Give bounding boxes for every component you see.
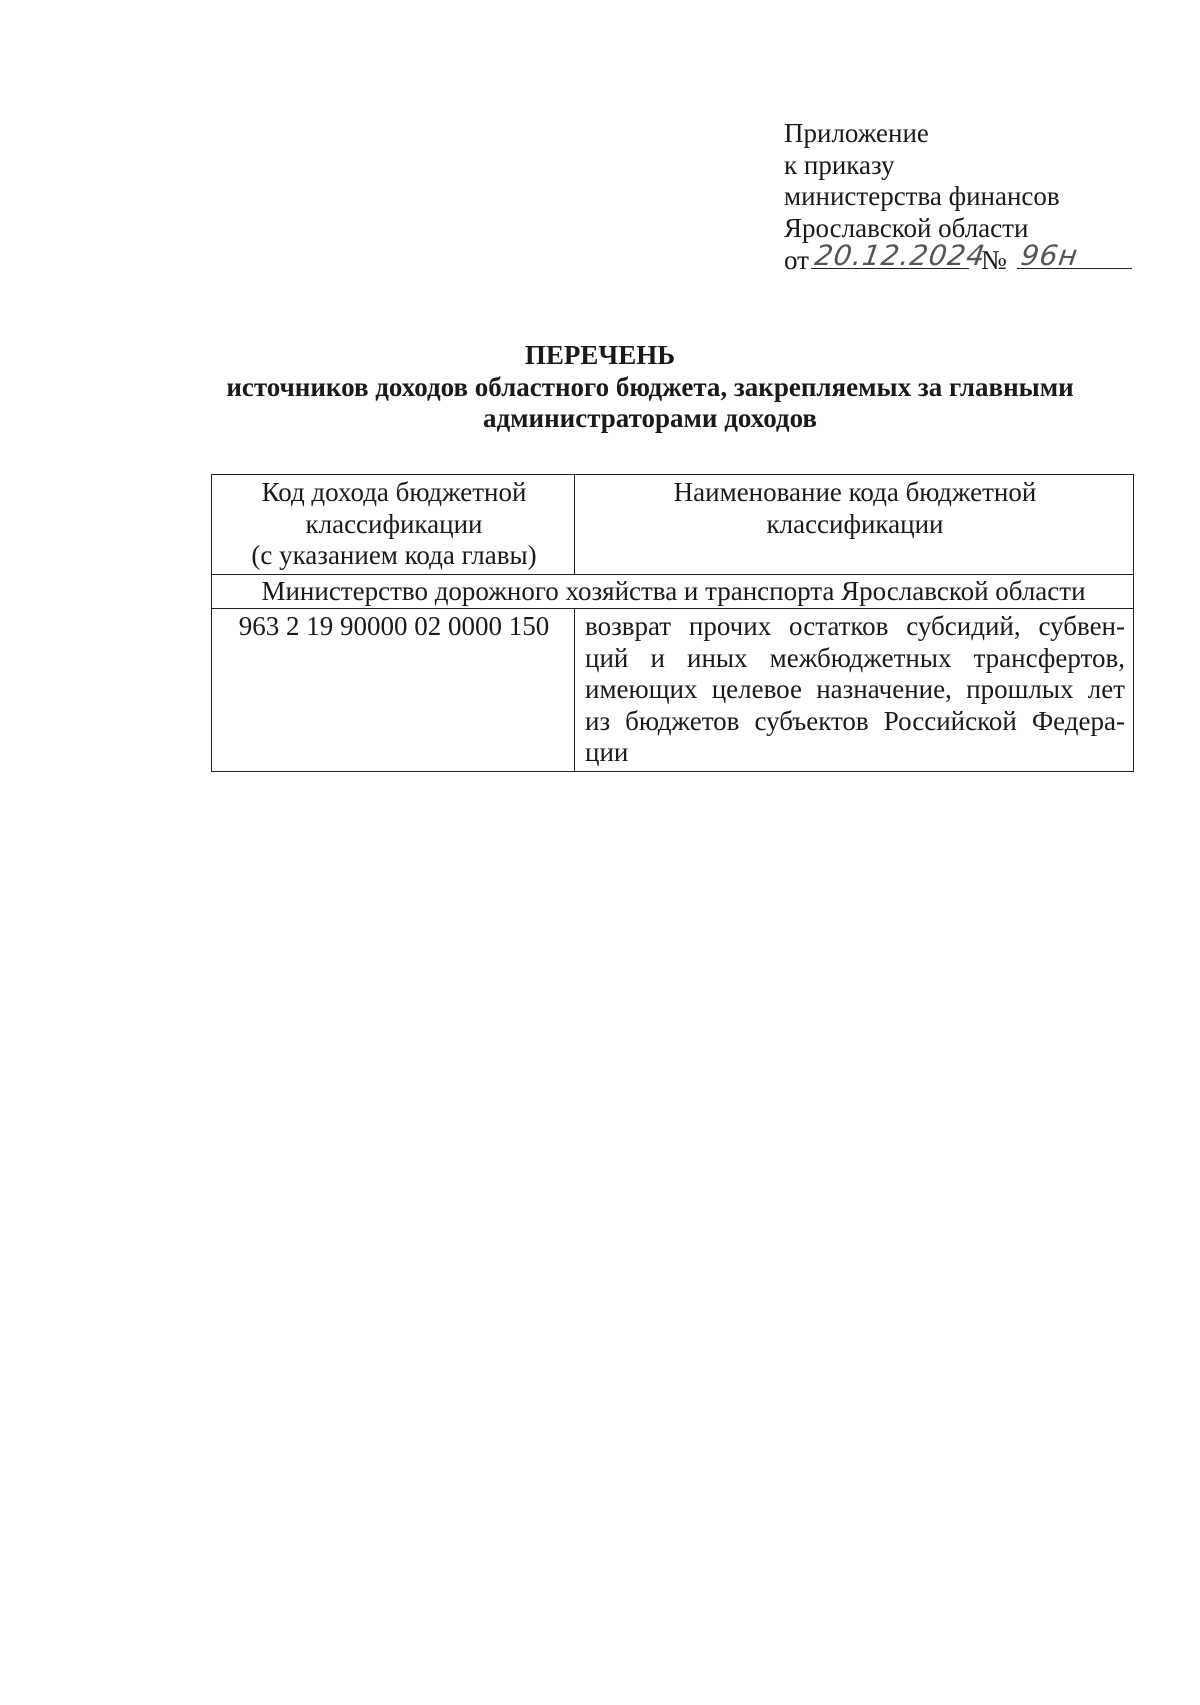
document-title bbox=[0, 340, 1200, 435]
date-prefix: от bbox=[784, 245, 809, 275]
appendix-line: Приложение bbox=[784, 118, 929, 148]
header-name-line: классификации bbox=[766, 508, 944, 539]
appendix-line: к приказу bbox=[784, 149, 895, 180]
appendix-block bbox=[784, 118, 1132, 277]
header-code-line: Код дохода бюджетной bbox=[261, 477, 527, 507]
table-header-row bbox=[212, 475, 1134, 575]
date-field bbox=[811, 238, 988, 272]
revenue-sources-table bbox=[211, 474, 1134, 772]
section-title: Министерство дорожного хозяйства и транспорта Ярославской области bbox=[212, 574, 1134, 609]
header-code-line: классификации bbox=[305, 508, 483, 539]
number-prefix: № bbox=[980, 245, 1007, 275]
section-row bbox=[212, 574, 1134, 609]
title-subtitle-line: администраторами доходов bbox=[483, 403, 817, 433]
table-row bbox=[212, 609, 1134, 772]
number-field bbox=[1017, 238, 1132, 272]
income-name-line: из бюджетов субъектов Российской Федера- bbox=[585, 705, 1125, 736]
income-name-line: возврат прочих остатков субсидий, субвен- bbox=[585, 611, 1125, 641]
handwritten-number: 96н bbox=[1018, 238, 1081, 272]
income-code: 963 2 19 90000 02 0000 150 bbox=[212, 609, 575, 772]
income-name-line: имеющих целевое назначение, прошлых лет bbox=[585, 674, 1125, 704]
header-code-line: (с указанием кода главы) bbox=[251, 540, 537, 570]
appendix-line: Ярославской области bbox=[784, 212, 1029, 243]
income-name-line: ции bbox=[585, 737, 629, 767]
header-name bbox=[575, 475, 1134, 575]
income-name-line: ций и иных межбюджетных трансфертов, bbox=[585, 642, 1125, 673]
title-subtitle-line: источников доходов областного бюджета, закрепляемых за главными bbox=[226, 371, 1074, 402]
income-name bbox=[575, 609, 1134, 772]
appendix-line: министерства финансов bbox=[784, 181, 1060, 211]
title-heading: ПЕРЕЧЕНЬ bbox=[524, 340, 676, 370]
header-name-line: Наименование кода бюджетной bbox=[673, 477, 1037, 507]
order-date-number-line bbox=[784, 238, 1132, 277]
handwritten-date: 20.12.2024 bbox=[812, 238, 988, 272]
header-code bbox=[212, 475, 575, 575]
